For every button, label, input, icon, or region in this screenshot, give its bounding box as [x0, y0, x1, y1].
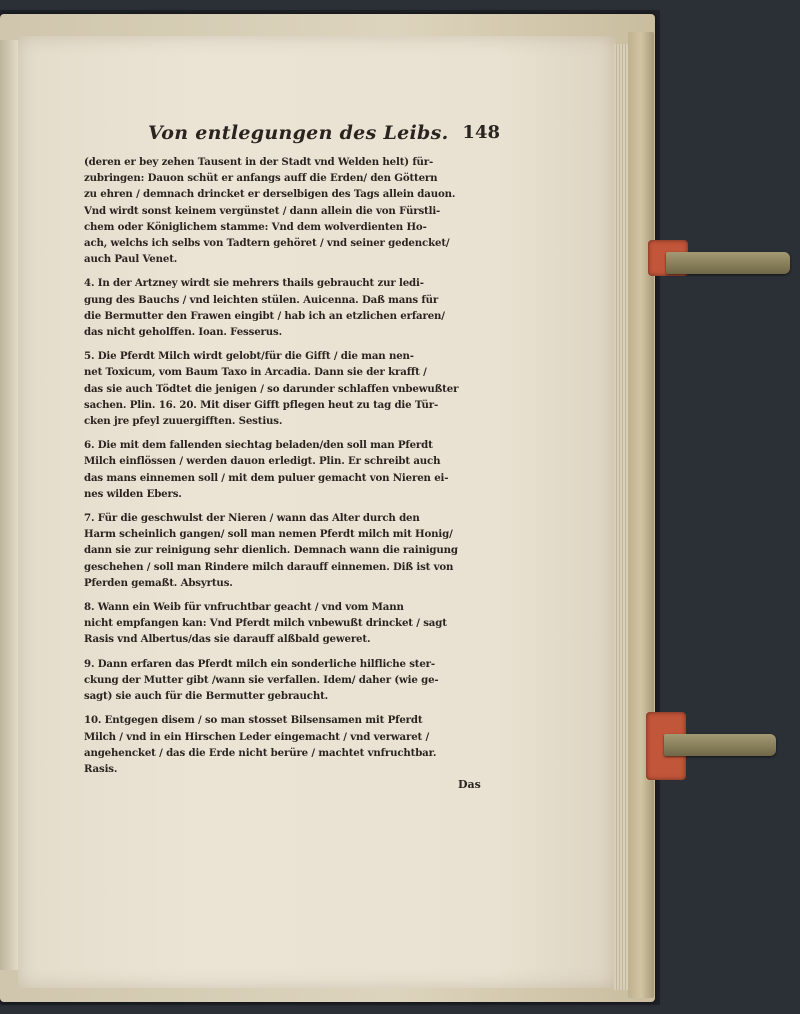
paragraph [84, 656, 494, 705]
paragraph [84, 437, 494, 502]
text-line: sagt) sie auch für die Bermutter gebraucht. [84, 690, 329, 703]
text-line: nicht empfangen kan: Vnd Pferdt milch vnbewußt drincket / sagt [84, 617, 447, 630]
text-line: geschehen / soll man Rindere milch darauff einnemen. Diß ist von [84, 560, 454, 573]
running-title: Von entlegungen des Leibs. [148, 122, 449, 144]
text-line: zubringen: Dauon schüt er anfangs auff die Erden/ den Göttern [84, 172, 438, 185]
text-line: 7. Für die geschwulst der Nieren / wann das Alter durch den [84, 512, 420, 525]
text-line: Milch einflössen / werden dauon erledigt. Plin. Er schreibt auch [84, 455, 441, 468]
paragraph [84, 348, 494, 429]
text-line: auch Paul Venet. [84, 253, 178, 266]
text-line: Harm scheinlich gangen/ soll man nemen Pferdt milch mit Honig/ [84, 528, 453, 541]
text-line: Pferden gemaßt. Absyrtus. [84, 576, 233, 589]
text-line: das nicht geholffen. Ioan. Fesserus. [84, 326, 282, 339]
paragraph [84, 275, 494, 340]
text-line: 9. Dann erfaren das Pferdt milch ein sonderliche hilfliche ster- [84, 657, 435, 670]
catchword: Das [458, 778, 481, 791]
lower-clasp [646, 712, 776, 748]
text-line: sachen. Plin. 16. 20. Mit diser Gifft pflegen heut zu tag die Tür- [84, 398, 439, 411]
text-line: 4. In der Artzney wirdt sie mehrers thails gebraucht zur ledi- [84, 277, 424, 290]
text-line: dann sie zur reinigung sehr dienlich. Demnach wann die rainigung [84, 544, 458, 557]
text-line: ach, welchs ich selbs von Tadtern gehöret / vnd seiner gedencket/ [84, 237, 450, 250]
text-line: Vnd wirdt sonst keinem vergünstet / dann allein die von Fürstli- [84, 204, 441, 217]
lower-clasp-metal [664, 734, 776, 756]
paragraph [84, 154, 494, 267]
text-line: gung des Bauchs / vnd leichten stülen. Auicenna. Daß mans für [84, 293, 439, 306]
text-line: ckung der Mutter gibt /wann sie verfallen. Idem/ daher (wie ge- [84, 673, 439, 686]
book-spine-edge [0, 40, 20, 970]
text-line: zu ehren / demnach drincket er derselbigen des Tags allein dauon. [84, 188, 456, 201]
text-line: 6. Die mit dem fallenden siechtag beladen/den soll man Pferdt [84, 439, 433, 452]
text-line: 10. Entgegen disem / so man stosset Bilsensamen mit Pferdt [84, 714, 423, 727]
text-line: cken jre pfeyl zuuergifften. Sestius. [84, 415, 283, 428]
page-text-block [84, 122, 500, 785]
upper-clasp-metal [666, 252, 790, 274]
paragraph [84, 712, 494, 777]
text-line: das mans einnemen soll / mit dem puluer gemacht von Nieren ei- [84, 471, 449, 484]
paragraph-list [84, 154, 494, 777]
text-line: nes wilden Ebers. [84, 487, 182, 500]
text-line: die Bermutter den Frawen eingibt / hab ich an etzlichen erfaren/ [84, 309, 445, 322]
text-line: Milch / vnd in ein Hirschen Leder eingemacht / vnd verwaret / [84, 730, 430, 743]
text-line: Rasis vnd Albertus/das sie darauff alßbald geweret. [84, 633, 371, 646]
paragraph [84, 599, 494, 648]
text-line: 5. Die Pferdt Milch wirdt gelobt/für die Gifft / die man nen- [84, 350, 414, 363]
text-line: das sie auch Tödtet die jenigen / so darunder schlaffen vnbewußter [84, 382, 459, 395]
page-number: 148 [462, 122, 500, 143]
upper-clasp [648, 240, 788, 276]
text-line: chem oder Königlichem stamme: Vnd dem wolverdienten Ho- [84, 220, 427, 233]
page-header [84, 122, 500, 150]
paragraph [84, 510, 494, 591]
text-line: (deren er bey zehen Tausent in der Stadt vnd Welden helt) für- [84, 156, 434, 168]
text-line: net Toxicum, vom Baum Taxo in Arcadia. Dann sie der krafft / [84, 366, 427, 379]
text-line: Rasis. [84, 762, 118, 775]
text-line: angehencket / das die Erde nicht berüre / machtet vnfruchtbar. [84, 746, 437, 759]
text-line: 8. Wann ein Weib für vnfruchtbar geacht / vnd vom Mann [84, 601, 404, 614]
cover-board-edge [628, 32, 654, 998]
